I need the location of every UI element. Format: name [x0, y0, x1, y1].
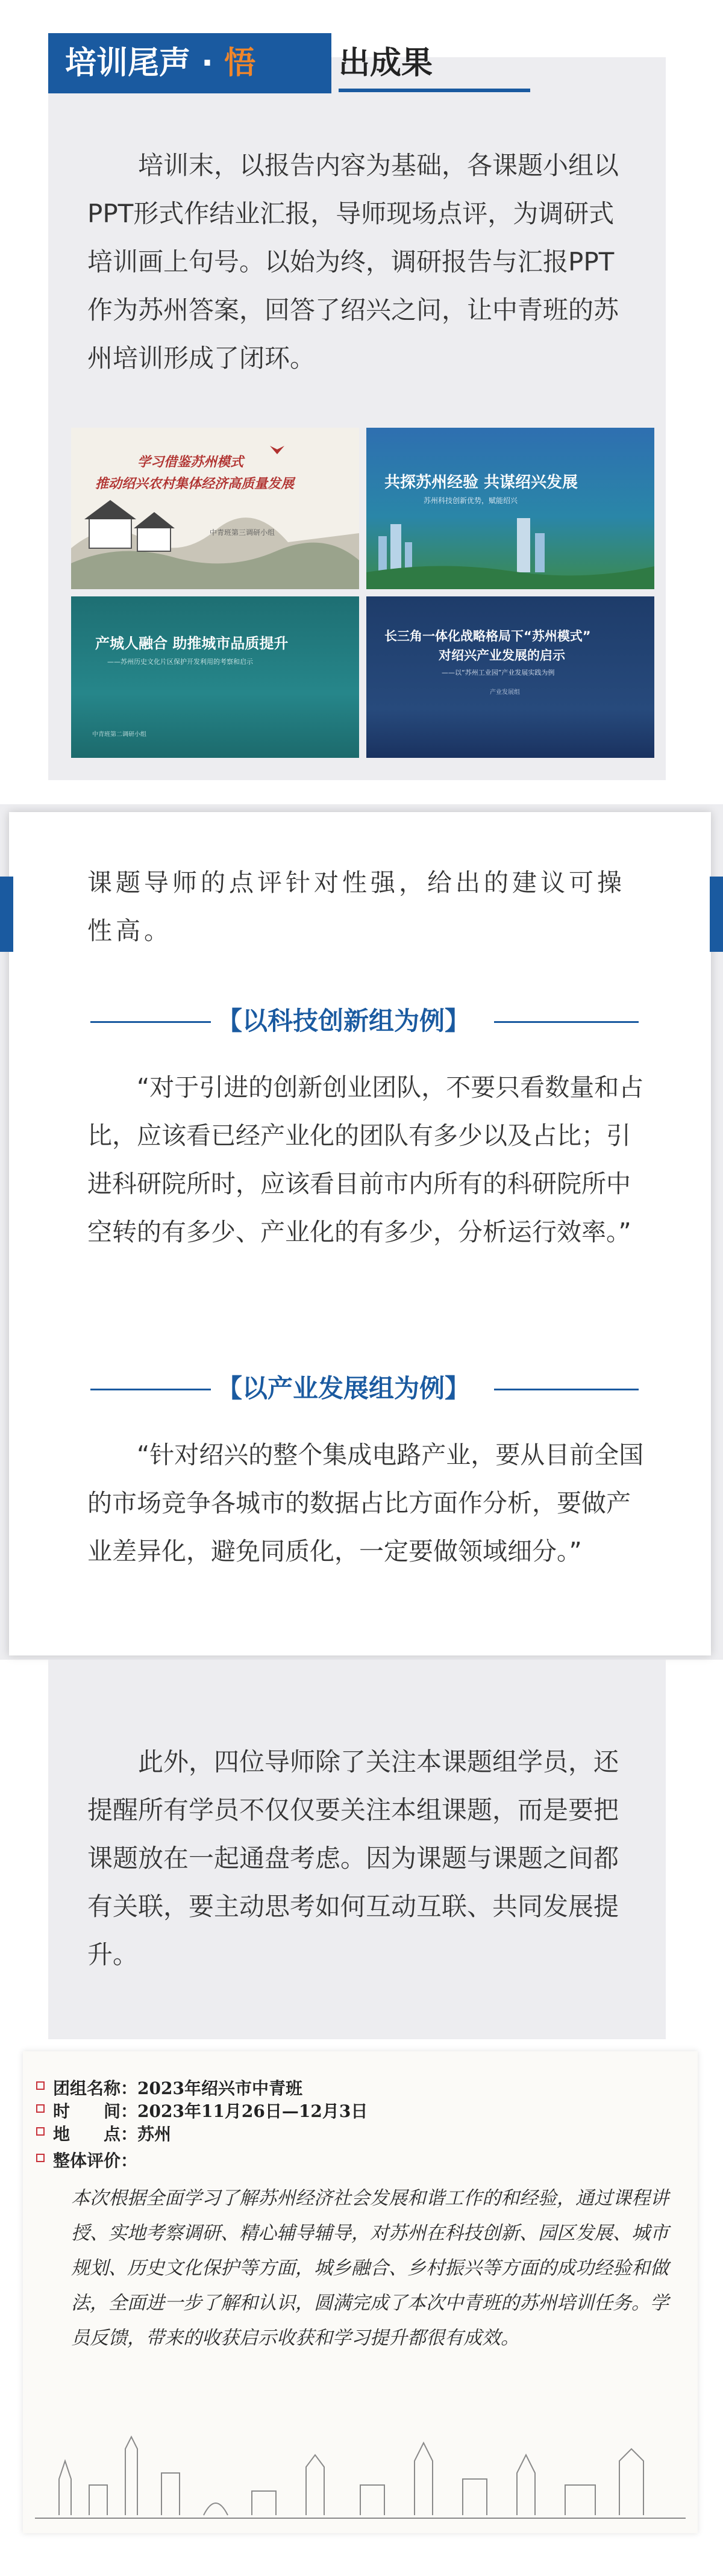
- group-value: 2023年绍兴市中青班: [137, 2078, 302, 2098]
- red-marker-icon: [36, 2154, 45, 2162]
- thumbnail-title: 推动绍兴农村集体经济高质量发展: [95, 477, 295, 492]
- red-marker-icon: [36, 2081, 45, 2090]
- heading-rule-right: [494, 1021, 639, 1023]
- city-skyline-illustration: [366, 428, 654, 589]
- example-quote-tech: “对于引进的创新创业团队，不要只看数量和占比，应该看已经产业化的团队有多少以及占比；引进科研院所时，应该看目前市内所有的科研院所中空转的有多少、产业化的有多少，分析运行效率。”: [87, 1073, 644, 1246]
- evaluation-sheet: [23, 2051, 698, 2533]
- group-name-row: [53, 2075, 302, 2099]
- title-text-part1: 培训尾声 ·: [65, 45, 224, 81]
- extra-paragraph: 此外，四位导师除了关注本课题组学员，还提醒所有学员不仅仅要关注本组课题，而是要把课题放在一起通盘考虑。因为课题与课题之间都有关联，要主动思考如何互动互联、共同发展提升。: [87, 1747, 619, 1969]
- time-value: 2023年11月26日—12月3日: [137, 2101, 368, 2121]
- red-marker-icon: [36, 2104, 45, 2113]
- thumbnail-title: 产城人融合 助推城市品质提升: [95, 635, 289, 652]
- time-label: 时 间：: [53, 2101, 138, 2121]
- city-skyline-illustration: [23, 2413, 698, 2533]
- ppt-thumbnail-1: [71, 428, 359, 589]
- thumbnail-footer: 中青班第二调研小组: [92, 731, 146, 738]
- place-value: 苏州: [137, 2124, 172, 2144]
- thumbnail-title: 共探苏州经验 共谋绍兴发展: [384, 474, 578, 492]
- mentor-intro: 课题导师的点评针对性强，给出的建议可操性高。: [87, 868, 625, 945]
- thumbnail-title: 学习借鉴苏州模式: [137, 455, 244, 470]
- group-label: 团组名称：: [53, 2078, 138, 2098]
- thumbnail-title: 长三角一体化战略格局下“苏州模式”: [384, 629, 591, 643]
- title-text-part2: 出成果: [339, 45, 433, 81]
- example-heading-label: 【以产业发展组为例】: [217, 1374, 471, 1403]
- right-accent-bar: [710, 877, 723, 952]
- example-quote-industry: “针对绍兴的整个集成电路产业，要从目前全国的市场竞争各城市的数据占比方面作分析，要做产业差异化，避免同质化，一定要做领域细分。”: [87, 1440, 644, 1566]
- thumbnail-title: 对绍兴产业发展的启示: [439, 648, 565, 663]
- example-heading-label: 【以科技创新组为例】: [217, 1006, 471, 1036]
- left-accent-bar: [0, 877, 13, 952]
- thumbnail-subtitle: ——苏州历史文化片区保护开发利用的考察和启示: [107, 658, 253, 666]
- example-heading-industry: [90, 1371, 639, 1407]
- handwritten-evaluation: 本次根据全面学习了解苏州经济社会发展和谐工作的和经验，通过课程讲授、实地考察调研、精心辅导辅导，对苏州在科技创新、园区发展、城市规划、历史文化保护等方面，城乡融合、乡村振兴等方面的成功经验和做法，全面进一步了解和认识，圆满完成了本次中青班的苏州培训任务。学员反馈，带来的收获启示收获和学习提升都很有成效。: [71, 2187, 669, 2349]
- ppt-thumbnail-grid: [71, 428, 656, 759]
- time-row: [53, 2098, 368, 2122]
- title-highlight: 悟: [224, 45, 255, 81]
- thumbnail-footer: 产业发展组: [490, 689, 520, 696]
- ppt-thumbnail-3: [71, 596, 359, 758]
- ppt-thumbnail-4: [366, 596, 654, 758]
- heading-rule-left: [90, 1389, 211, 1390]
- thumbnail-subtitle: 苏州科技创新优势，赋能绍兴: [424, 496, 518, 505]
- summary-paragraph: 培训末，以报告内容为基础，各课题小组以PPT形式作结业汇报，导师现场点评，为调研式培训画上句号。以始为终，调研报告与汇报PPT作为苏州答案，回答了绍兴之问，让中青班的苏州培训形成了闭环。: [87, 151, 619, 373]
- place-row: [53, 2121, 171, 2145]
- eval-label: 整体评价：: [53, 2151, 138, 2171]
- heading-rule-right: [494, 1389, 639, 1390]
- title-underline: [339, 89, 530, 92]
- heading-rule-left: [90, 1021, 211, 1023]
- red-marker-icon: [36, 2127, 45, 2136]
- example-heading-tech: [90, 1003, 639, 1039]
- thumbnail-subtitle: 中青班第三调研小组: [210, 528, 275, 537]
- thumbnail-subtitle: ——以“苏州工业园”产业发展实践为例: [442, 669, 555, 677]
- place-label: 地 点：: [53, 2124, 138, 2144]
- title-banner: [48, 33, 331, 93]
- ppt-thumbnail-2: [366, 428, 654, 589]
